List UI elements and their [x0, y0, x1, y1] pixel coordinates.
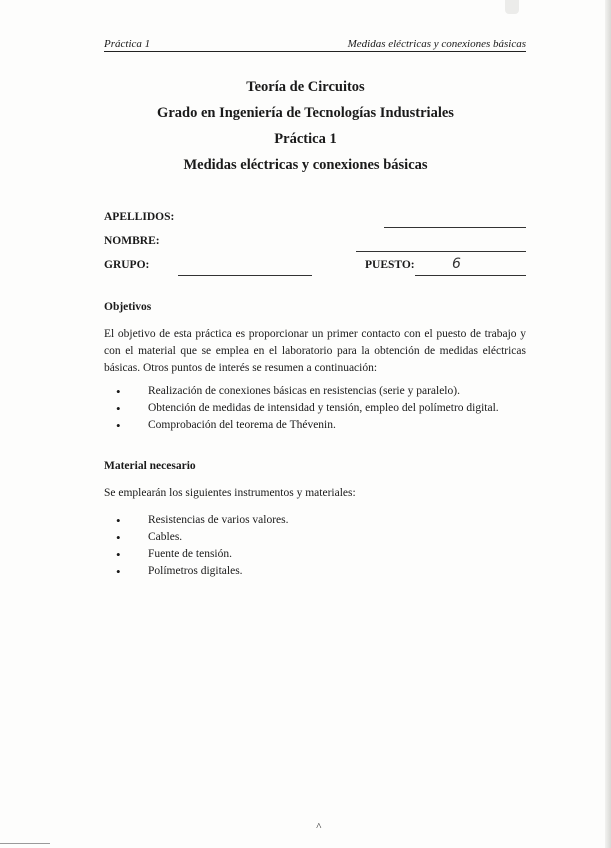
- course-title: Teoría de Circuitos: [246, 79, 365, 95]
- degree-title: Grado en Ingeniería de Tecnologías Industriales: [157, 105, 454, 121]
- header-right: Medidas eléctricas y conexiones básicas: [347, 38, 526, 50]
- objetivos-title: Objetivos: [104, 301, 152, 313]
- puesto-line[interactable]: [415, 275, 526, 276]
- nombre-row: [104, 235, 526, 259]
- practice-title: Práctica 1: [274, 131, 337, 147]
- apellidos-label: APELLIDOS:: [104, 211, 175, 223]
- page-header: [104, 38, 526, 52]
- grupo-label: GRUPO:: [104, 259, 150, 271]
- student-form: [104, 211, 526, 283]
- puesto-value: 6: [452, 256, 461, 272]
- objetivos-list: [104, 383, 534, 434]
- grupo-line[interactable]: [178, 275, 312, 276]
- list-item: • Cables.: [104, 529, 534, 546]
- list-item: • Fuente de tensión.: [104, 546, 534, 563]
- list-item: • Realización de conexiones básicas en resistencias (serie y paralelo).: [104, 383, 534, 400]
- nombre-line[interactable]: [356, 251, 526, 252]
- apellidos-row: [104, 211, 526, 235]
- list-item: • Resistencias de varios valores.: [104, 512, 534, 529]
- apellidos-line[interactable]: [384, 227, 526, 228]
- corner-mark: [0, 843, 50, 844]
- list-item: • Polímetros digitales.: [104, 563, 534, 580]
- title-block: [0, 74, 611, 178]
- objetivos-paragraph: El objetivo de esta práctica es proporcionar un primer contacto con el puesto de trabajo y con el material que se emplea en el laboratorio para la obtención de medidas eléctricas básicas. Otros puntos de interés se resumen a continuación:: [104, 328, 526, 374]
- grupo-row: [104, 256, 526, 283]
- page-number-mark: ^: [316, 821, 321, 833]
- list-item: • Obtención de medidas de intensidad y tensión, empleo del polímetro digital.: [104, 400, 534, 417]
- nombre-label: NOMBRE:: [104, 235, 160, 247]
- header-left: Práctica 1: [104, 38, 151, 50]
- material-title: Material necesario: [104, 460, 196, 472]
- topic-title: Medidas eléctricas y conexiones básicas: [183, 157, 428, 173]
- scan-shadow: [505, 0, 519, 14]
- list-item: • Comprobación del teorema de Thévenin.: [104, 417, 534, 434]
- material-intro: Se emplearán los siguientes instrumentos y materiales:: [104, 487, 356, 499]
- material-list: [104, 512, 534, 580]
- puesto-label: PUESTO:: [365, 259, 415, 271]
